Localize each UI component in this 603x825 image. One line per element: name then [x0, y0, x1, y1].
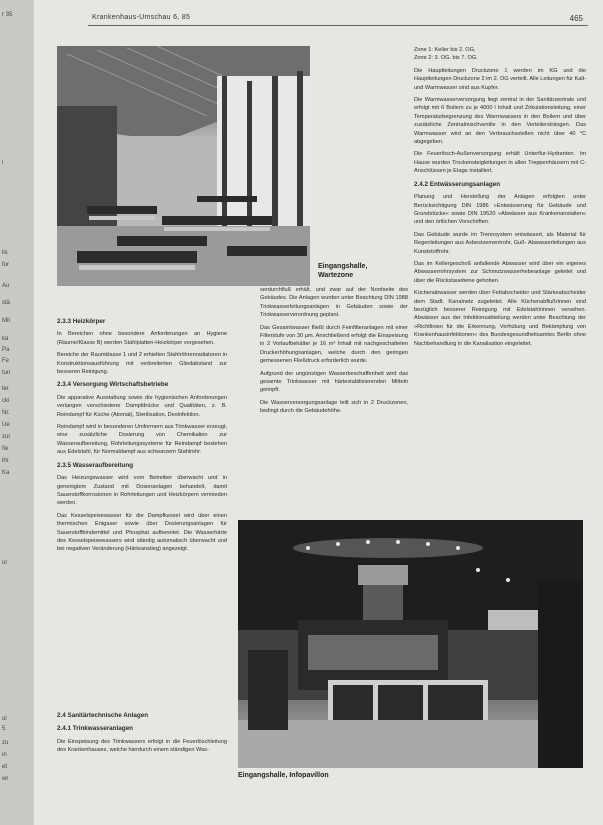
margin-fragment: Fe: [2, 358, 10, 364]
section-heading: 2.3.5 Wasseraufbereitung: [57, 461, 134, 469]
margin-fragment: Au: [2, 283, 10, 289]
paragraph: Zone 2: 3. OG. bis 7. OG.: [414, 55, 478, 62]
entrance-hall-waiting-photo: [57, 46, 310, 286]
paragraph: Das Kesselspeisewasser für die Dampfkessel wird über einen thermischen Entgaser sowie über Dosierungsanlagen für Sauerstoffbindemittel und Phosphat aufbereitet. Die Wasserhärte des Kesselspeisewassers wird ständig automatisch überwacht und bei negativen Veränderung (Härteanstieg) angezeigt.: [57, 512, 227, 553]
paragraph: serdurchfluß erhält, und zwar auf der Nordseite des Gebäudes. Die Anlagen wurden unter Beachtung DIN 1988 Trinkwasserleitungsanlagen in Gebäuden sowie der Trinkwasserverordnung geplant.: [260, 287, 408, 319]
paragraph: Zone 1: Keller bis 2. OG,: [414, 47, 476, 53]
photo2-caption: Eingangshalle, Infopavillon: [238, 772, 329, 779]
paragraph: Das Gesamtwasser fließt durch Feinfilteranlagen mit einer Filterstufe von 30 µm. Anschließend erfolgt die Einspeisung in 2 Vorlaufbehälter je 16 m³ Inhalt mit nachgeschalteten Druckerhöhungsanlagen, welche durch den geringen gemessenen Fließdruck erforderlich wurde.: [260, 324, 408, 365]
paragraph: In Bereichen ohne besondere Anforderungen an Hygiene (Räume/Klasse B) werden Stahlplatten-Heizkörper vorgesehen.: [57, 331, 227, 346]
paragraph: Das Heizungswasser wird vom Betreiber überwacht und in gereinigtem Zustand mit Dosieranlagen behandelt, damit Sauerstoffkorrosionen in Rohrleitungen und Heizkörpern vermieden werden.: [57, 475, 227, 507]
section-heading: 2.4.1 Trinkwasseranlagen: [57, 725, 133, 733]
margin-fragment: ol: [2, 716, 7, 722]
paragraph: Die apparative Ausstattung sowie die hygienischen Anforderungen verlangen verschiedene Dampfdrücke und Qualitäten, z. B. Reindampf für Küche (Atomat), Sterilisation, Desinfektion.: [57, 394, 227, 418]
paragraph: Planung und Herstellung der Anlagen erfolgten unter Berücksichtigung DIN 1986 »Entwässerung für Gebäude und Grundstücke« sowie DIN 19520 »Abwässer aus Krankenanstalten« und den örtlichen Vorschriften.: [414, 194, 586, 226]
margin-fragment: Pa: [2, 347, 10, 353]
margin-fragment: r 35: [2, 12, 13, 18]
margin-fragment: ul: [2, 560, 7, 566]
paragraph: Reindampf wird in besonderen Umformern aus Trinkwasser erzeugt, eine zusätzliche Dosierung von Chemikalien zur Wasseraufbereitung, Rohrleitungssysteme für Reindampf bestehen aus Edelstahl, für Normaldampf aus schwarzem Stahlrohr.: [57, 424, 227, 456]
paragraph: Das Gebäude wurde im Trennsystem entwässert, als Material für Regenleitungen aus Asbestzementrohr, Guß- Abwasserleitungen aus Kunststoffrohr.: [414, 231, 586, 255]
margin-fragment: Ue: [2, 422, 10, 428]
margin-fragment: et: [2, 764, 8, 770]
section-heading: 2.3.4 Versorgung Wirtschaftsbetriebe: [57, 381, 169, 389]
margin-fragment: tun: [2, 370, 11, 376]
paragraph: Die Warmwasserversorgung liegt zentral in der Sanitärzentrale und erfolgt mit 6 Boilern zu je 4000 l Inhalt und Zirkulationsleitung, einer Temperaturbegrenzung des Warmwassers in den Boilern und über zusätzliche Zentralmischventile in den Verteilersträngen. Das Warmwasser wird an den Verbrauchsstellen nicht über 40 °C abgegeben.: [414, 97, 586, 146]
paragraph: Bereiche der Raumklasse 1 und 2 erhielten Stahlröhrenradiatoren in Konstruktionsausführung mit verbreiterten Gliedabstand zur besseren Reinigung.: [57, 352, 227, 376]
paragraph: Die Einspeisung des Trinkwassers erfolgt in die Feuerlöschleitung des Krankenhauses, welche hierdurch einem ständigen Was-: [57, 738, 227, 754]
text-column-middle: [260, 286, 408, 420]
margin-fragment: stä: [2, 300, 11, 306]
margin-fragment: fie: [2, 446, 9, 452]
margin-fragment: ler: [2, 386, 9, 392]
text-column-left-bottom: [57, 707, 227, 759]
section-heading: 2.3.3 Heizkörper: [57, 318, 106, 325]
paragraph: Die Wasserversorgungsanlage teilt sich in 2 Druckzonen, bedingt durch die Gebäudehöhe.: [260, 399, 408, 415]
margin-fragment: ka: [2, 336, 9, 342]
left-margin-strip: [0, 0, 34, 825]
text-column-left: [57, 313, 227, 558]
paragraph: Die Hauptleitungen Druckzone 1 werden im KG und die Hauptleitungen Druckzone 2 im 2. OG verteilt. Alle Leitungen für Kalt- und Warmwasser sind aus Kupfer.: [414, 67, 586, 91]
paragraph: Die Feuerlösch-Außenversorgung erhält Unterflur-Hydranten. Im Hause wurden Trockensteigleitungen in allen Treppenhäusern mit C-Anschlüssen je Etage installiert.: [414, 151, 586, 175]
margin-fragment: wr: [2, 776, 9, 782]
margin-fragment: l: [2, 160, 4, 166]
paragraph: Aufgrund der ungünstigen Wasserbeschaffenheit wird das gesamte Trinkwasser mit härtestabilisierenden Mitteln geimpft.: [260, 370, 408, 394]
section-heading: 2.4 Sanitärtechnische Anlagen: [57, 712, 149, 719]
margin-fragment: lis: [2, 250, 8, 256]
margin-fragment: Mit: [2, 318, 10, 324]
photo1-caption-line2: Wartezone: [318, 272, 354, 279]
margin-fragment: 5: [2, 726, 6, 732]
margin-fragment: Nr.: [2, 410, 10, 416]
header-rule: [88, 25, 588, 26]
section-heading: 2.4.2 Entwässerungsanlagen: [414, 180, 501, 188]
info-pavilion-photo: [238, 520, 583, 768]
text-column-right: [414, 46, 586, 352]
margin-fragment: in: [2, 752, 7, 758]
paragraph: Küchenabwasser werden über Fettabscheider und Stärkeabscheider dem Stadt. Kanalnetz zugeleitet. Alle Küchenabflußrinnen sind bezüglich besserer Reinigung mit Edelstahlrinnen versehen. Abwässer aus der Infektionsabteilung werden unter Beachtung der »Richtlinien für die Erkennung, Verhütung und Bekämpfung von Krankenhausinfektionen« des Bundesgesundheitsamtes Berlin ohne Nachbehandlung in die Kanalisation eingeleitet.: [414, 290, 586, 347]
margin-fragment: Ka: [2, 470, 10, 476]
margin-fragment: zur: [2, 434, 11, 440]
margin-fragment: for: [2, 262, 10, 268]
paragraph: Das im Kellergeschoß anfallende Abwasser wird über ein eigenes Abwasserrohrsystem zur Schmutzwasserhebeanlage geleitet und über die Rückstauebene gehoben.: [414, 260, 586, 284]
photo1-caption: [318, 262, 367, 280]
margin-fragment: zu: [2, 740, 9, 746]
page-number: 465: [569, 14, 583, 23]
running-header: Krankenhaus-Umschau 6, 85: [92, 14, 191, 21]
margin-fragment: cki: [2, 398, 10, 404]
margin-fragment: ihr: [2, 458, 9, 464]
photo1-caption-line1: Eingangshalle,: [318, 263, 368, 270]
